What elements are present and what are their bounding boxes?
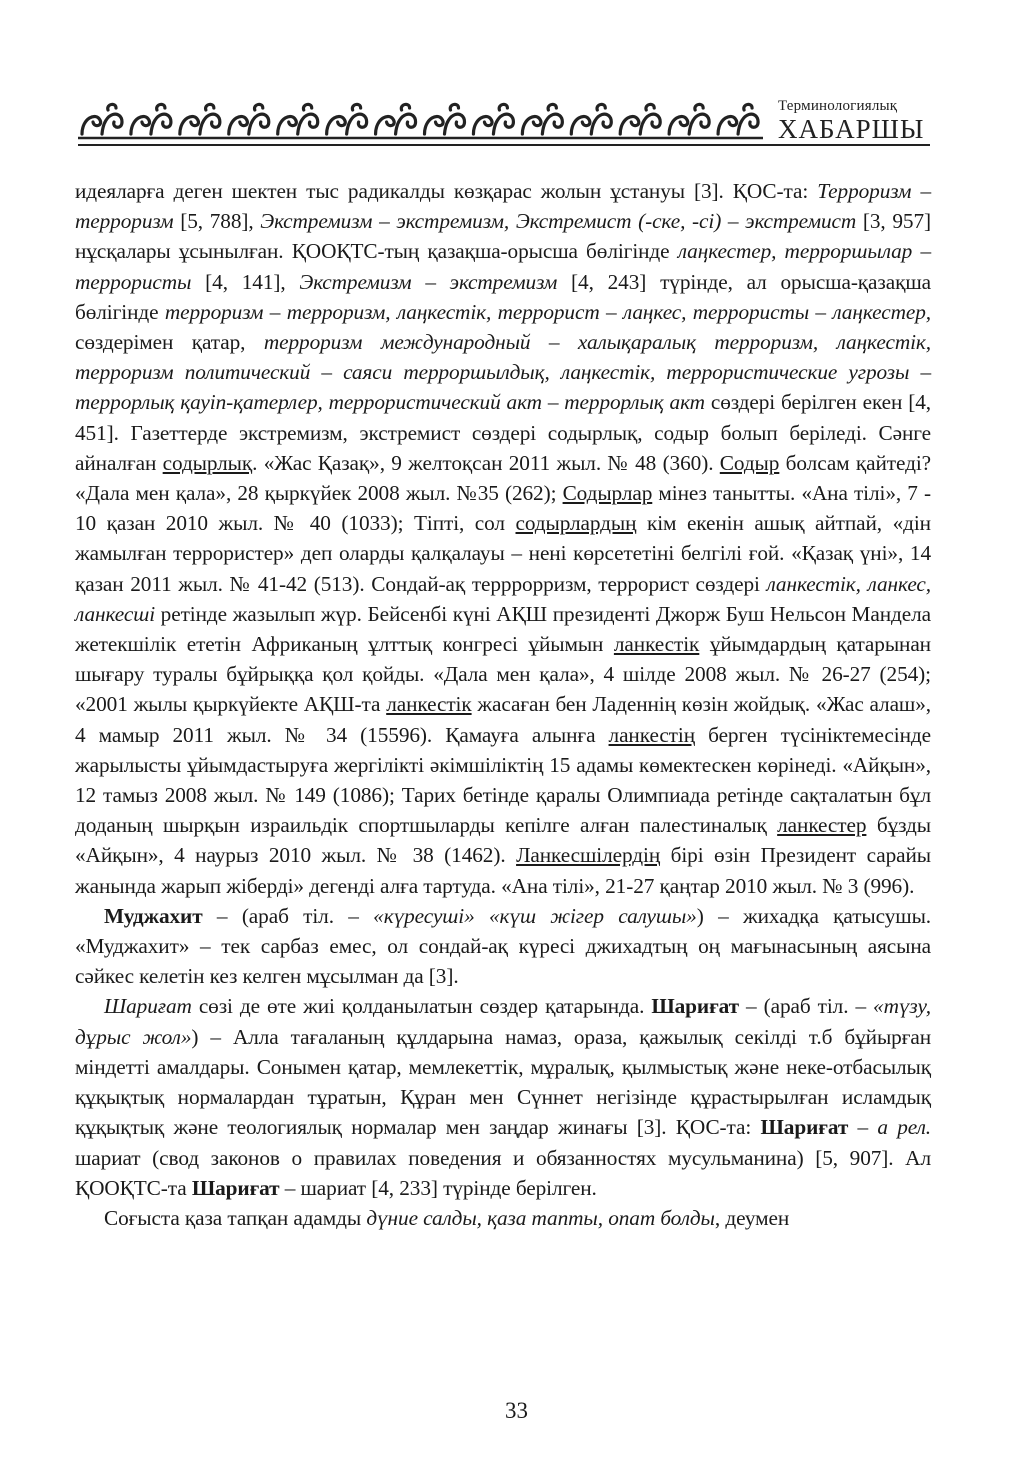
- ornament-band-icon: [78, 98, 763, 140]
- text-run: сөздері берілген екен [4, 451]. Газеттерде экстремизм, экстремист сөздері содырлық, содыр болып беріледі. Сәнге айналған: [75, 390, 931, 475]
- term-heading: Муджахит: [104, 903, 203, 928]
- text-run: . «Жас Қазақ», 9 желтоқсан 2011 жыл. № 48 (360).: [252, 450, 720, 475]
- text-run: бұзды «Айқын», 4 наурыз 2010 жыл. № 38 (1462).: [75, 813, 931, 868]
- underlined-term: ланкестің: [608, 722, 695, 747]
- term-heading: Шариғат: [760, 1115, 849, 1140]
- italic-run: Терроризм – терроризм: [75, 179, 931, 234]
- term-heading: Шариғат: [651, 994, 740, 1019]
- text-run: [5, 788],: [173, 209, 261, 234]
- italic-run: Экстремизм – экстремизм, Экстремист (-ске, -сі) – экстремист: [260, 209, 857, 234]
- text-run: шариат (свод законов о правилах поведения и обязанностях мусульманина) [5, 907]. Ал ҚООҚТС-та: [75, 1145, 931, 1200]
- text-run: ) – жихадқа қатысушы. «Муджахит» – тек сарбаз емес, ол сондай-ақ күресі джихадтың оң мағынасының аясына сәйкес келетін кез келген мұсылман да [3].: [75, 903, 931, 989]
- paragraph: [75, 991, 931, 1202]
- text-run: болсам қайтеді? «Дала мен қала», 28 қыркүйек 2008 жыл. №35 (262);: [75, 450, 931, 506]
- text-run: жасаған бен Ладеннің көзін жойдық. «Жас алаш», 4 мамыр 2011 жыл. № 34 (15596). Қамауға алынға: [75, 692, 931, 747]
- italic-run: а рел.: [877, 1115, 931, 1140]
- paragraph: [75, 1203, 931, 1233]
- italic-run: «түзу, дұрыс жол»: [75, 994, 931, 1049]
- text-run: [4, 141],: [191, 269, 300, 294]
- italic-run: терроризм – терроризм, лаңкестік, террорист – лаңкес, террористы – лаңкестер,: [164, 299, 931, 324]
- text-run: , деумен: [714, 1205, 790, 1230]
- text-run: бірі өзін Президент сарайы жанында жарып жіберді» дегенді алға тартуда. «Ана тілі», 21-27 қаңтар 2010 жыл. № 3 (996).: [75, 843, 931, 898]
- text-run: –: [848, 1115, 878, 1140]
- text-run: [4, 243] түрінде, ал орысша-қазақша бөлігінде: [75, 269, 931, 324]
- italic-run: дүние салды, қаза тапты, опат болды: [366, 1205, 715, 1230]
- term-heading: Шариғат: [191, 1175, 280, 1200]
- underlined-term: ланкестік: [613, 632, 700, 657]
- italic-run: «күресуші» «күш жігер салушы»: [373, 903, 697, 928]
- text-run: мінез танытты. «Ана тілі», 7 - 10 қазан 2010 жыл. № 40 (1033); Тіпті, сол: [75, 481, 931, 536]
- underlined-term: ланкестер: [777, 813, 867, 838]
- underlined-term: содырлардың: [515, 511, 637, 536]
- text-run: берген түсініктемесінде жарылысты ұйымдастыруға жергілікті әкімшіліктің 15 адамы көмектескен көрінеді. «Айқын», 12 тамыз 2008 жыл. № 149 (1086); Тарих бетінде қаралы Олимпиада ретінде сақталатын бұл доданың шырқын израильдік спортшыларды кепілге алған палестиналық: [75, 722, 931, 838]
- page-header: [78, 92, 930, 146]
- underlined-term: содырлық: [162, 450, 253, 475]
- italic-run: лаңкестер, терроршылар – террористы: [75, 239, 931, 294]
- article-body: [75, 176, 931, 1233]
- text-run: – шариат [4, 233] түрінде берілген.: [279, 1175, 597, 1200]
- text-run: [3, 957] нұсқалары ұсынылған. ҚООҚТС-тың қазақша-орысша бөлігінде: [75, 209, 931, 264]
- text-run: ұйымдардың қатарынан шығару туралы бұйрыққа қол қойды. «Дала мен қала», 4 шілде 2008 жыл. № 26-27 (254); «2001 жылы қыркүйекте АҚШ-та: [75, 632, 931, 717]
- italic-run: ланкестік, ланкес, ланкесші: [75, 571, 931, 626]
- text-run: – (араб тіл. –: [739, 994, 874, 1019]
- text-run: кім екенін ашық айтпай, «дін жамылған террористер» деп оларды қалқалауы – нені көрсететіні белгілі ғой. «Қазақ үні», 14 қазан 2011 жыл. № 41-42 (513). Сондай-ақ терррорризм, террорист сөздері: [75, 511, 931, 596]
- text-run: ретінде жазылып жүр. Бейсенбі күні АҚШ президенті Джорж Буш Нельсон Мандела жетекшілік ететін Африканың ұлттық конгресі ұйымын: [75, 601, 931, 657]
- paragraph: [75, 176, 931, 901]
- text-run: идеяларға деген шектен тыс радикалды көзқарас жолын ұстануы [3]. ҚОС-та:: [75, 179, 818, 203]
- text-run: ) – Алла тағаланың құлдарына намаз, ораза, қажылық секілді т.б бұйырған міндетті амалдары. Сонымен қатар, мемлекеттік, мұралық, қылмыстық және неке-отбасылық құқықтық нормалардан тұратын, Құран мен Сүннет негізінде құрастырылған исламдық құқықтық және теологиялық нормалар мен заңдар жинағы [3]. ҚОС-та:: [75, 1024, 931, 1140]
- text-run: сөзі де өте жиі қолданылатын сөздер қатарында.: [191, 994, 652, 1019]
- journal-title-small: Терминологиялық: [778, 98, 898, 114]
- header-rule: [78, 144, 930, 146]
- page-number: 33: [505, 1398, 528, 1423]
- underlined-term: ланкестік: [386, 692, 472, 717]
- text-run: сөздерімен қатар,: [75, 330, 264, 355]
- paragraph: [75, 901, 931, 992]
- text-run: Соғыста қаза тапқан адамды: [104, 1205, 367, 1230]
- underlined-term: Содыр: [719, 450, 780, 475]
- journal-title-large: ХАБАРШЫ: [778, 114, 925, 144]
- italic-run: терроризм международный – халықаралық терроризм, лаңкестік, терроризм политический – саяси терроршылдық, лаңкестік, террористические угрозы – террорлық қауіп-қатерлер, террористический акт – террорлық акт: [75, 330, 931, 415]
- italic-run: Экстремизм – экстремизм: [299, 269, 558, 294]
- underlined-term: Ланкесшілердің: [516, 843, 661, 868]
- text-run: – (араб тіл. –: [202, 903, 374, 928]
- italic-run: Шариғат: [104, 994, 192, 1019]
- underlined-term: Содырлар: [562, 481, 653, 506]
